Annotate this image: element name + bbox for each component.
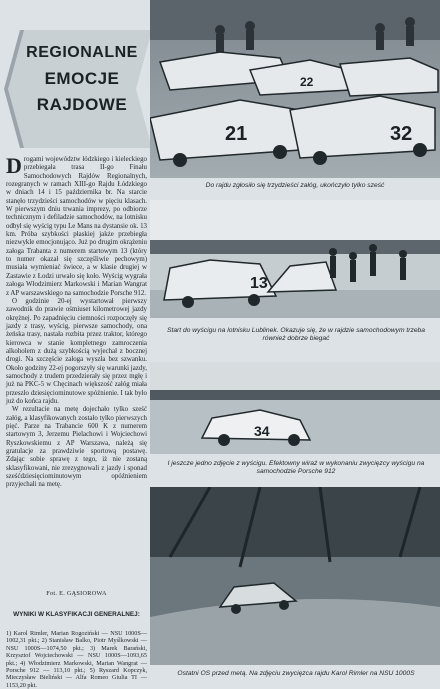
photo-2-caption: Start do wyścigu na lotnisku Lublinek. Okazuje się, że w rajdzie samochodowym trzeba również dobrze biegać	[167, 327, 425, 343]
headline-line-3: RAJDOWE	[36, 95, 128, 114]
headline-line-2: EMOCJE	[44, 69, 120, 88]
photo-credit: Fot. E. GĄSIOROWA	[46, 590, 107, 597]
photo-2	[150, 200, 440, 318]
photo-1-caption: Do rajdu zgłosiło się trzydzieści załóg, ukończyło tylko sześć	[205, 182, 385, 189]
photo-3-caption: I jeszcze jedno zdjęcie z wyścigu. Efektowny wiraż w wykonaniu zwycięzcy wyścigu na samochodzie Porsche 912	[167, 460, 425, 476]
photo-1-number-22: 22	[300, 75, 314, 89]
headline-banner	[4, 30, 152, 148]
results-list: 1) Karol Rimler, Marian Rogoziński — NSU 1000S—1002,31 pkt.; 2) Stanisław Balko, Piotr Myślkowski — NSU 1000S—1074,50 pkt.; 3) Marek Barański, Krzysztof Wojciechowski — NSU 1000S—1093,65 pkt.; 4) Włodzimierz Markowski, Marian Wangrat — Porsche 912 — 113,10 pkt.; 5) Ryszard Kopczyk, Mieczysław Bieliński — Alfa Romeo Giulia TI — 1153,20 pkt.	[6, 630, 147, 689]
article-paragraph-1-text: rogami województw łódzkiego i kieleckiego przebiegała trasa II-go Finału Samochodowych Rajdów Regionalnych, rozegranych w ramach XIII-go Rajdu Łódzkiego w dniach 14 i 15 października br. Na starcie stanęło trzydzieści samochodów w pięciu klasach. W pierwszym dniu trwania imprezy, po odbiorze technicznym i defiladzie samochodów, na lotnisku odbył się wyścig typu Le Mans na dystansie ok. 13 km. Próba szybkości płaskiej jakże przebiegła niezwykle emocjonująco. Już po drugim okrążeniu załoga Trabanta z numerem startowym 13 (który to numer okazał się szczęśliwie pechowym) musiała wymieniać świece, a w klasie drugiej w Zastawie z Łodzi urwało się koło. Wyścig wygrała załoga Włodzimierz Markowski i Marian Wangrat z AP warszawskiego na samochodzie Porsche 912.	[6, 156, 147, 297]
photo-4	[150, 487, 440, 665]
photo-1-number-32: 32	[390, 123, 413, 145]
drop-cap: D	[6, 153, 22, 178]
article-paragraph-2: O godzinie 20-ej wystartował pierwszy zawodnik do prawie ośmiuset kilometrowej jazdy okrężnej. Po zapadnięciu ciemności rozpoczęły się jazdy z trasy, wyścig, pierwsze samochody, ona żeńska trasy, nastała rozbita przez traktor, którego kierowca w stanie kompletnego zamroczenia alkoholem z dużą szybkością wyjechał z bocznej drogi. Na szczęście załoga wyszła bez szwanku. Około godziny 22-ej pogorszyły się warunki jazdy, samochody z trudem przedzierały się przez mgłę i już na PKC-5 w Chęcinach większość załóg miała przeszło dziesięciominutowe spóźnienie. I tak było już do końca rajdu.	[6, 297, 147, 405]
photo-1-number-21: 21	[225, 123, 248, 145]
article-paragraph-3: W rezultacie na metę dojechało tylko sześć załóg, a klasyfikowanych zostało tylko pierwszych pięć. Parze na Trabancie 600 K z numerem startowym 3, Jerzemu Pielachowi i Wojciechowi Ryszkowskiemu z AP Warszawa, należą się gratulacje za prawdziwie sportową postawę. Zdając sobie sprawę z tego, iż nie zostaną sklasyfikowani, nie zrezygnowali z jazdy i sponad sześćdziesięciominutowym opóźnieniem przyjechali na metę.	[6, 406, 147, 489]
article-paragraph-1	[6, 153, 147, 298]
photo-1	[150, 0, 440, 178]
photo-1-image	[150, 0, 440, 178]
results-title: WYNIKI W KLASYFIKACJI GENERALNEJ:	[13, 611, 140, 618]
photo-2-image	[150, 200, 440, 318]
photo-3	[150, 362, 440, 454]
photo-4-image	[150, 487, 440, 665]
photo-3-image	[150, 362, 440, 454]
headline	[22, 40, 142, 118]
headline-line-1: REGIONALNE	[26, 44, 138, 61]
photo-2-number-13: 13	[250, 275, 268, 292]
article-body	[6, 153, 147, 490]
photo-4-caption: Ostatni OS przed metą. Na zdjęciu zwycięzca rajdu Karol Rimler na NSU 1000S	[177, 670, 415, 677]
photo-3-number-34: 34	[254, 423, 270, 439]
